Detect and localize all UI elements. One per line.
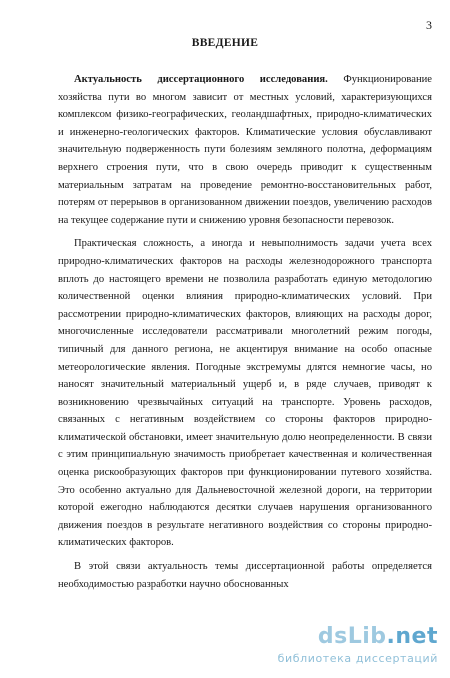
page-number: 3 <box>426 18 432 32</box>
section-title: ВВЕДЕНИЕ <box>191 37 259 49</box>
paragraph-text: Функционирование хозяйства пути во многом зависит от местных условий, характеризующихся комплексом физико-географических, геоландшафтных, природно-климатических и инженерно-геологических факторов. Климатические условия обуславливают значительную подверженность пути болезиям земляного полотна, деформациям верхнего строения пути, что в свою очередь приводит к существенным материальным затратам на проведение ремонтно-восстановительных работ, потерям от перерывов в организованном движении поездов, увеличению расходов на текущее содержание пути и снижению уровня безопасности перевозок. <box>58 74 432 226</box>
watermark-logo-main: dsLib <box>317 624 387 649</box>
paragraph-conclusion <box>58 558 432 593</box>
paragraph-relevance <box>58 71 432 229</box>
watermark-caption: библиотека диссертаций <box>277 652 438 665</box>
body-text <box>58 71 432 599</box>
paragraph-text: В этой связи актуальность темы диссертационной работы определяется необходимостью разработки научно обоснованных <box>58 561 432 590</box>
paragraph-text: Практическая сложность, а иногда и невыполнимость задачи учета всех природно-климатических факторов на расходы железнодорожного транспорта вплоть до настоящего времени не позволила разработать единую методологию количественной оценки влияния природно-климатических условий. При рассмотрении природно-климатических факторов, влияющих на расходы дорог, многочисленные исследователи рассматривали многолетний режим погоды, типичный для данного региона, не акцентируя внимание на особо опасные метеорологические явления. Погодные экстремумы длятся немногие часы, но наносят значительный материальный ущерб и, в ряде случаев, приводят к возникновению чрезвычайных ситуаций на транспорте. Уровень расходов, связанных с негативным воздействием со стороны факторов природно-климатической обстановки, имеет значительную долю неопределенности. В связи с этим принципиальную значимость приобретает качественная и количественная оценка рискообразующих факторов при функционировании путевого хозяйства. Это особенно актуально для Дальневосточной железной дороги, на территории которой ежегодно наблюдаются десятки случаев нарушения организованного движения поездов в результате негативного воздействия со стороны природно-климатических факторов. <box>58 238 432 549</box>
watermark <box>248 624 438 670</box>
paragraph-lead: Актуальность диссертационного исследования. <box>74 74 328 85</box>
paragraph-complexity <box>58 235 432 552</box>
watermark-logo-tld: .net <box>386 624 438 649</box>
watermark-logo <box>318 624 438 649</box>
